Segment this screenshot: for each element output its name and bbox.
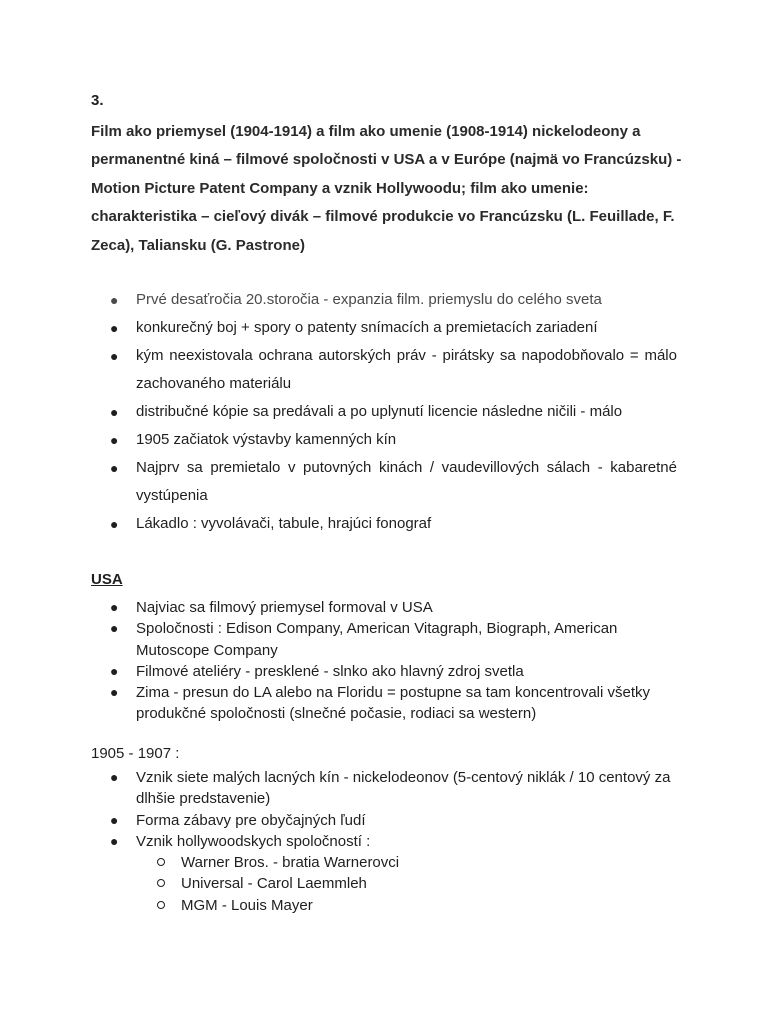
usa-list xyxy=(91,597,677,725)
list-item: ● Najprv sa premietalo v putovných kinách / vaudevillových sálach - kabaretné vystúpenia xyxy=(91,454,677,510)
list-item: ● kým neexistovala ochrana autorských práv - pirátsky sa napodobňovalo = málo zachovaného materiálu xyxy=(91,342,677,398)
section-number: 3. xyxy=(91,92,104,109)
list-item: ● Najviac sa filmový priemysel formoval v USA xyxy=(91,597,677,618)
bullet-icon: ● xyxy=(110,516,119,532)
studio-item: MGM - Louis Mayer xyxy=(136,895,677,916)
circle-bullet-icon xyxy=(157,879,165,887)
bullet-icon: ● xyxy=(110,811,119,828)
circle-bullet-icon xyxy=(157,901,165,909)
studio-item: Universal - Carol Laemmleh xyxy=(136,873,677,894)
bullet-icon: ● xyxy=(110,769,119,785)
studios-list xyxy=(136,852,677,916)
bullet-icon: ● xyxy=(110,404,119,420)
list-item: ● konkurečný boj + spory o patenty snímacích a premietacích zariadení xyxy=(91,314,677,342)
studio-item: Warner Bros. - bratia Warnerovci xyxy=(136,852,677,873)
circle-bullet-icon xyxy=(157,858,165,866)
list-item: ● Lákadlo : vyvolávači, tabule, hrajúci fonograf xyxy=(91,510,677,538)
bullet-icon: ● xyxy=(110,684,119,701)
bullet-icon: ● xyxy=(110,432,119,448)
intro-list xyxy=(91,286,677,538)
bullet-icon: ● xyxy=(110,460,119,476)
list-item: ● 1905 začiatok výstavby kamenných kín xyxy=(91,426,677,454)
list-item: ● Zima - presun do LA alebo na Floridu = postupne sa tam koncentrovali všetky produkčné spoločnosti (slnečné počasie, rodiaci sa western) xyxy=(110,684,651,723)
bullet-icon: ● xyxy=(110,292,119,308)
section-heading: Film ako priemysel (1904-1914) a film ako umenie (1908-1914) nickelodeony a permanentné kiná – filmové spoločnosti v USA a v Európe (najmä vo Francúzsku) - Motion Picture Patent Company a vznik Hollywoodu; film ako umenie: charakteristika – cieľový divák – filmové produkcie vo Francúzsku (L. Feuillade, F. Zeca), Taliansku (G. Pastrone) xyxy=(91,123,682,254)
bullet-icon: ● xyxy=(110,832,119,849)
usa-heading: USA xyxy=(91,571,123,588)
list-item: ● Forma zábavy pre obyčajných ľudí xyxy=(91,810,677,831)
bullet-icon: ● xyxy=(110,620,119,637)
bullet-icon: ● xyxy=(110,662,119,679)
list-item: ● Spoločnosti : Edison Company, American Vitagraph, Biograph, American Mutoscope Company xyxy=(110,620,618,659)
bullet-icon: ● xyxy=(110,599,119,615)
bullet-icon: ● xyxy=(110,348,119,364)
list-item: ● Prvé desaťročia 20.storočia - expanzia film. priemyslu do celého sveta xyxy=(91,286,677,314)
list-item: ● distribučné kópie sa predávali a po uplynutí licencie následne ničili - málo xyxy=(91,398,677,426)
period-label: 1905 - 1907 : xyxy=(91,745,180,762)
bullet-icon: ● xyxy=(110,320,119,336)
list-item: ● Vznik siete malých lacných kín - nickelodeonov (5-centový niklák / 10 centový za dlhšie predstavenie) xyxy=(110,769,671,808)
list-item: ● Filmové ateliéry - presklené - slnko ako hlavný zdroj svetla xyxy=(91,661,677,682)
list-item: ● Vznik hollywoodskych spoločností : Warner Bros. - bratia Warnerovci Universal - Carol Laemmleh MGM - Louis Mayer xyxy=(91,831,677,916)
period-list xyxy=(91,767,677,916)
